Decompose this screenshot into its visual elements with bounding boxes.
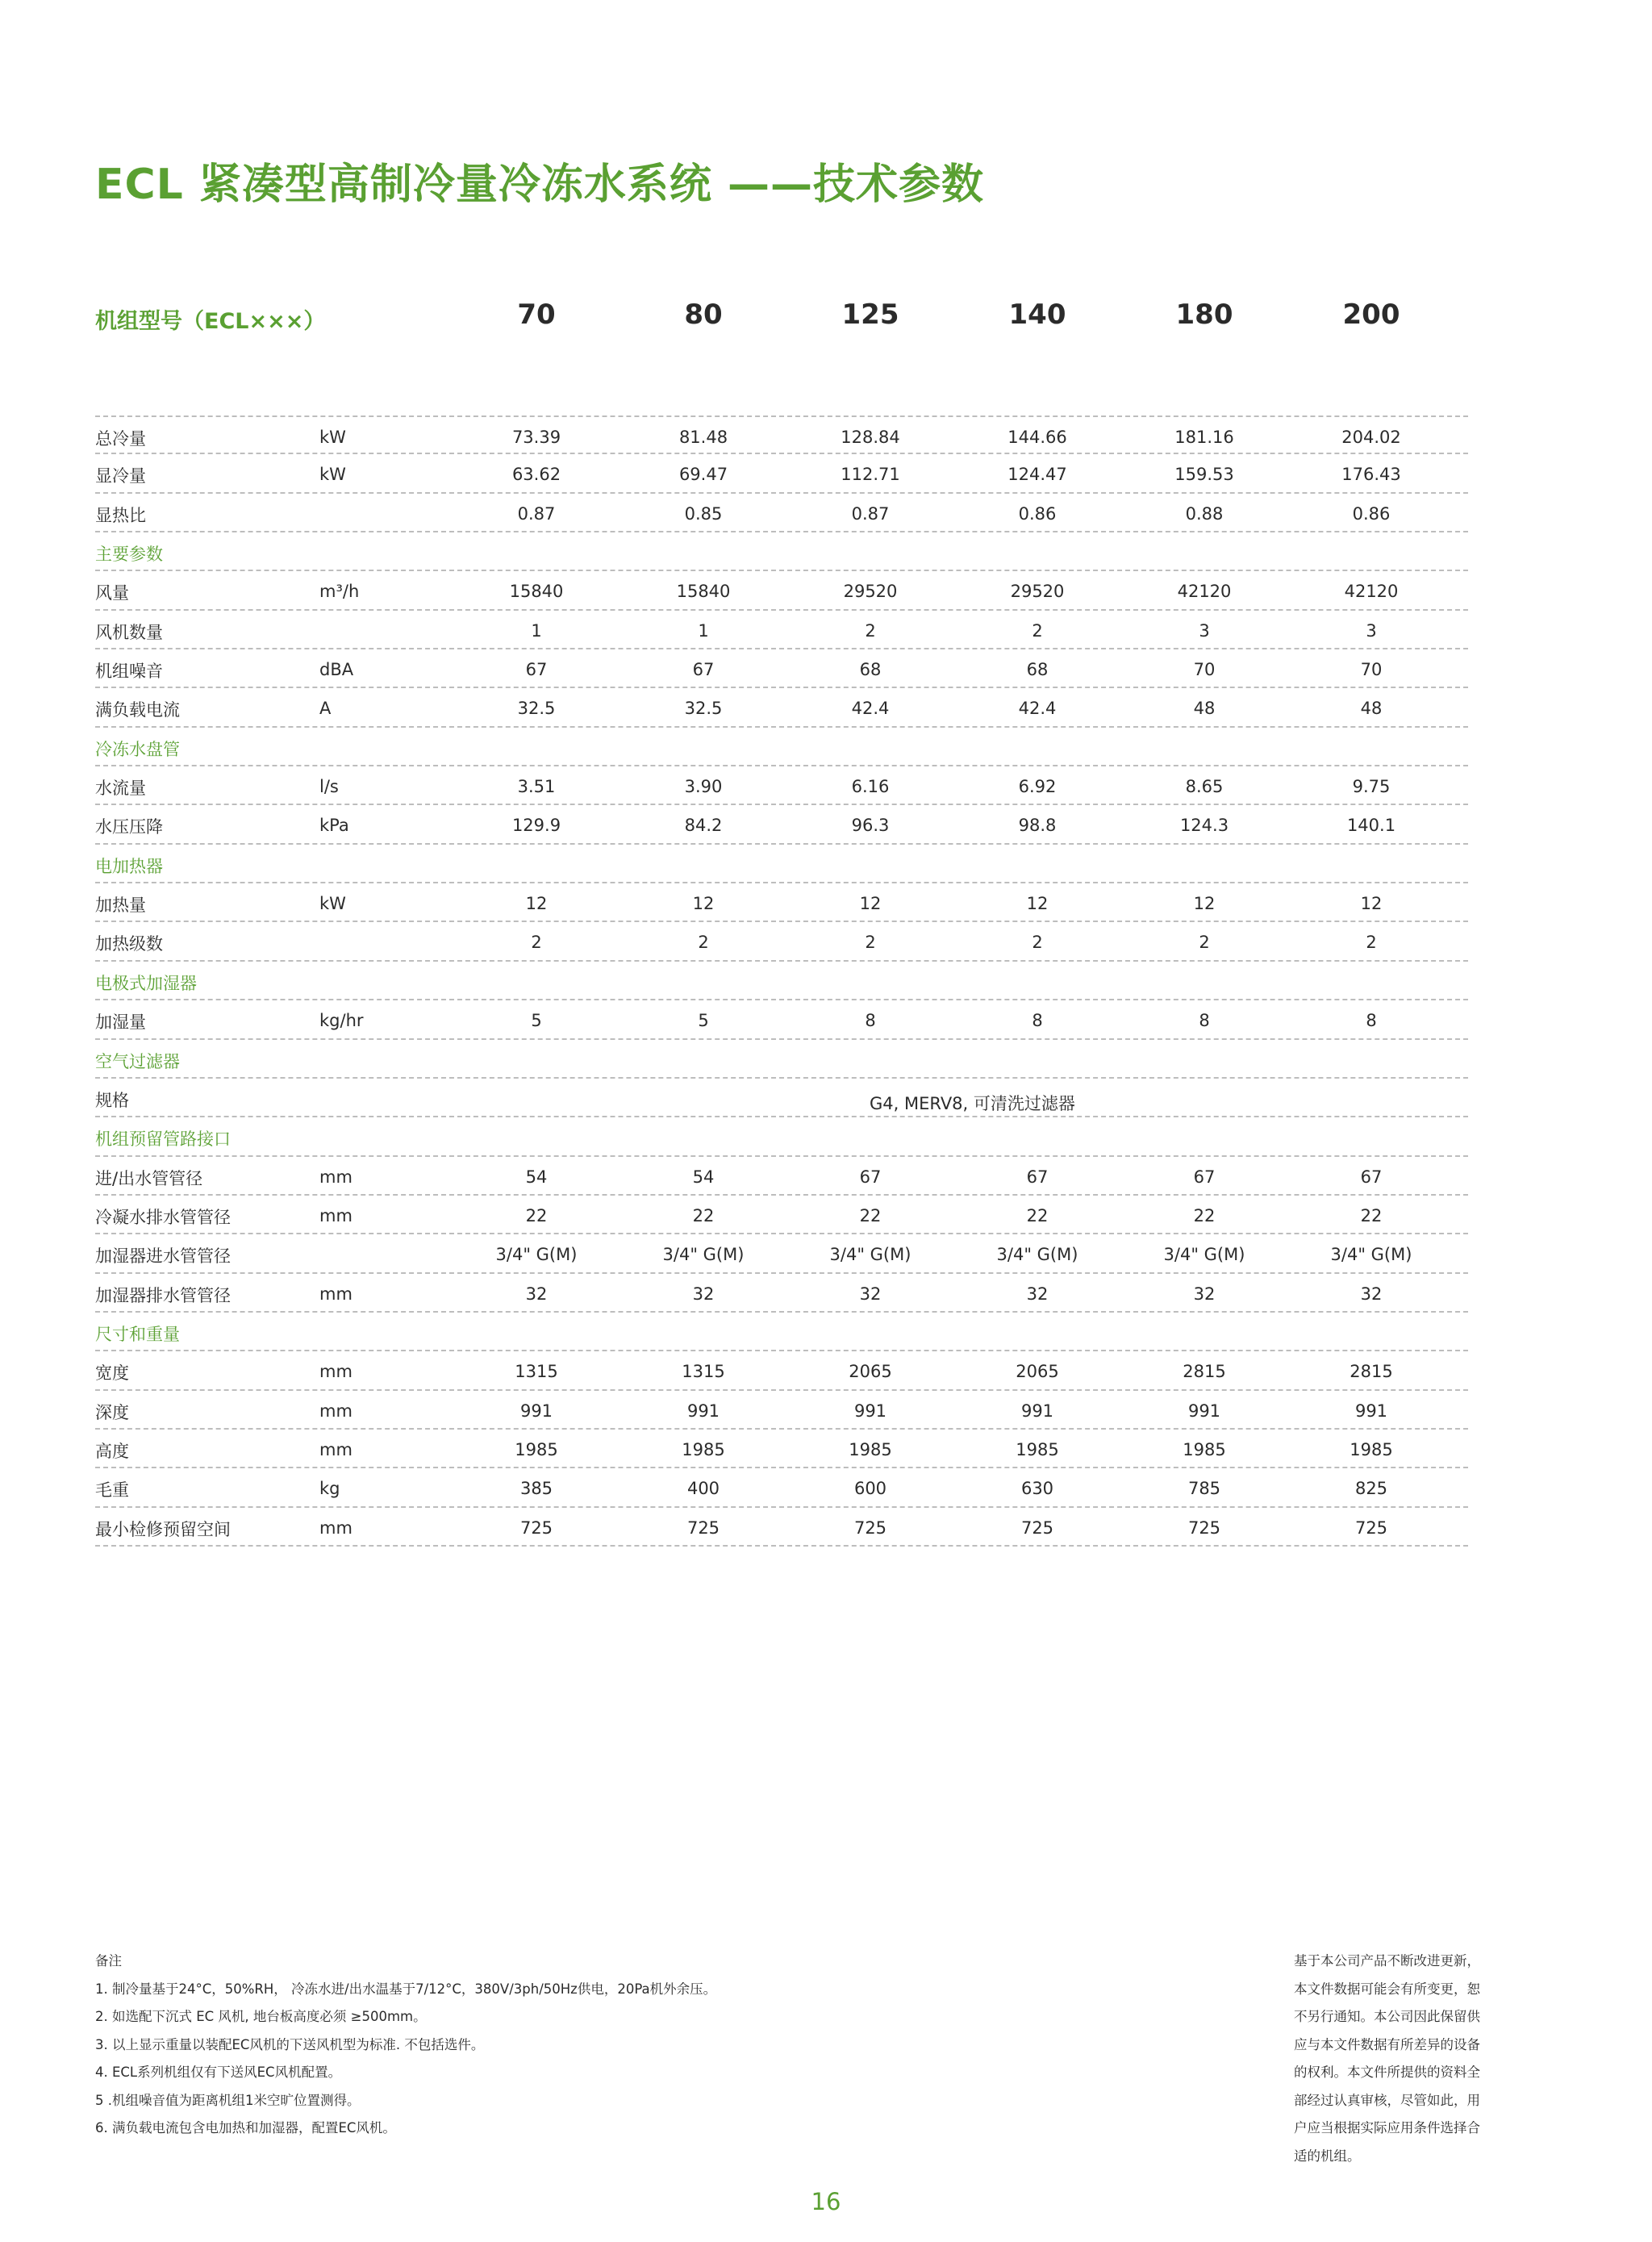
table-cell: 68 — [1026, 660, 1049, 680]
table-cell: 1 — [698, 620, 709, 641]
table-cell: 8.65 — [1185, 777, 1224, 797]
row-unit: mm — [319, 1284, 353, 1304]
table-cell: 991 — [1354, 1401, 1388, 1421]
spec-table — [95, 415, 1468, 1547]
table-cell: 67 — [1360, 1167, 1383, 1187]
table-cell: 42120 — [1177, 582, 1232, 602]
table-cell: 22 — [1360, 1205, 1383, 1225]
row-label: 机组噪音 — [95, 662, 163, 682]
table-cell: 32 — [859, 1284, 882, 1304]
row-label: 加湿器排水管管径 — [95, 1285, 231, 1305]
table-cell: 12 — [1193, 894, 1216, 914]
row-unit: mm — [319, 1205, 353, 1225]
disclaimer — [1294, 1948, 1512, 2170]
table-cell: 67 — [1193, 1167, 1216, 1187]
table-cell: 8 — [1032, 1011, 1043, 1031]
row-label: 深度 — [95, 1402, 129, 1422]
table-cell: 725 — [1187, 1518, 1221, 1538]
row-unit: mm — [319, 1362, 353, 1382]
table-cell: 2815 — [1350, 1362, 1393, 1382]
table-cell: 3/4" G(M) — [662, 1245, 745, 1265]
table-row — [95, 1274, 1468, 1313]
section-title: 机组预留管路接口 — [95, 1129, 231, 1150]
table-cell: 54 — [525, 1167, 548, 1187]
table-cell: 2065 — [1016, 1362, 1059, 1382]
section-header-row — [95, 962, 1468, 1000]
table-row — [95, 1079, 1468, 1117]
table-row — [95, 1508, 1468, 1547]
table-cell: 8 — [865, 1011, 876, 1031]
table-cell: 124.3 — [1179, 816, 1229, 836]
table-row — [95, 1351, 1468, 1390]
table-cell: 32 — [1026, 1284, 1049, 1304]
row-label: 宽度 — [95, 1363, 129, 1384]
disclaimer-line: 的权利。本文件所提供的资料全 — [1294, 2065, 1480, 2080]
row-unit: A — [319, 699, 332, 719]
table-cell: 8 — [1199, 1011, 1210, 1031]
note-item: 1. 制冷量基于24°C，50%RH， 冷冻水进/出水温基于7/12°C，380V/3ph/50Hz供电，20Pa机外余压。 — [95, 1981, 717, 1997]
table-cell: 400 — [686, 1479, 720, 1499]
table-cell: 2065 — [849, 1362, 892, 1382]
section-title: 尺寸和重量 — [95, 1324, 180, 1344]
table-cell: 1315 — [682, 1362, 725, 1382]
table-cell: 2 — [1032, 933, 1043, 953]
section-header-row — [95, 728, 1468, 766]
table-cell: 67 — [1026, 1167, 1049, 1187]
disclaimer-line: 基于本公司产品不断改进更新， — [1294, 1953, 1480, 1969]
table-cell: 22 — [525, 1205, 548, 1225]
notes-heading: 备注 — [95, 1953, 122, 1969]
row-label: 总冷量 — [95, 429, 146, 449]
table-cell: 42.4 — [851, 699, 890, 719]
table-cell: 144.66 — [1007, 428, 1067, 447]
note-item: 2. 如选配下沉式 EC 风机, 地台板高度必须 ≥500mm。 — [95, 2009, 427, 2024]
table-row — [95, 611, 1468, 649]
table-cell: 630 — [1020, 1479, 1054, 1499]
row-label: 水压压降 — [95, 817, 163, 837]
table-cell: 3 — [1199, 620, 1210, 641]
table-cell: 22 — [859, 1205, 882, 1225]
table-cell: 12 — [1026, 894, 1049, 914]
table-cell: 48 — [1193, 699, 1216, 719]
table-cell: 67 — [692, 660, 715, 680]
table-cell: 69.47 — [678, 465, 728, 485]
table-cell: 725 — [853, 1518, 887, 1538]
notes — [95, 1948, 716, 2143]
table-row — [95, 1234, 1468, 1273]
table-cell: 54 — [692, 1167, 715, 1187]
table-cell: 2 — [865, 933, 876, 953]
row-unit: l/s — [319, 777, 339, 797]
section-title: 电加热器 — [95, 856, 163, 876]
table-row — [95, 1391, 1468, 1430]
table-cell: 32 — [1193, 1284, 1216, 1304]
table-cell: 12 — [1360, 894, 1383, 914]
table-cell: 725 — [519, 1518, 553, 1538]
note-item: 6. 满负载电流包含电加热和加湿器，配置EC风机。 — [95, 2120, 396, 2136]
section-header-row — [95, 845, 1468, 883]
table-cell: 124.47 — [1007, 465, 1067, 485]
table-cell: 98.8 — [1018, 816, 1057, 836]
row-unit: mm — [319, 1401, 353, 1421]
table-cell: 12 — [525, 894, 548, 914]
row-label: 进/出水管管径 — [95, 1168, 203, 1188]
row-unit: kg/hr — [319, 1011, 364, 1031]
page-number: 16 — [811, 2188, 841, 2215]
table-cell: 15840 — [676, 582, 731, 602]
table-cell: 204.02 — [1341, 428, 1401, 447]
table-cell: 991 — [519, 1401, 553, 1421]
table-cell: 81.48 — [678, 428, 728, 447]
table-cell: 1985 — [1016, 1439, 1059, 1459]
table-cell: 2 — [531, 933, 542, 953]
table-cell: 3/4" G(M) — [495, 1245, 578, 1265]
table-cell: 42120 — [1344, 582, 1399, 602]
table-cell: 385 — [519, 1479, 553, 1499]
table-cell: 32 — [692, 1284, 715, 1304]
row-label: 水流量 — [95, 779, 146, 799]
table-cell: 12 — [692, 894, 715, 914]
row-unit: m³/h — [319, 582, 360, 602]
table-cell: 1985 — [1350, 1439, 1393, 1459]
table-row — [95, 1157, 1468, 1196]
table-cell: 32 — [525, 1284, 548, 1304]
table-cell: 2 — [698, 933, 709, 953]
table-cell: 63.62 — [511, 465, 561, 485]
table-row — [95, 922, 1468, 961]
table-cell: 22 — [692, 1205, 715, 1225]
table-cell: 785 — [1187, 1479, 1221, 1499]
table-row — [95, 571, 1468, 610]
table-cell: 159.53 — [1174, 465, 1234, 485]
table-cell: 725 — [1354, 1518, 1388, 1538]
table-cell: 129.9 — [511, 816, 561, 836]
table-cell: 600 — [853, 1479, 887, 1499]
table-cell: 70 — [1360, 660, 1383, 680]
section-title: 主要参数 — [95, 545, 163, 565]
table-cell: 8 — [1366, 1011, 1377, 1031]
table-cell: 48 — [1360, 699, 1383, 719]
table-cell: 9.75 — [1352, 777, 1391, 797]
row-unit: kW — [319, 894, 346, 914]
table-cell: 42.4 — [1018, 699, 1057, 719]
table-cell: 2 — [1366, 933, 1377, 953]
table-row — [95, 494, 1468, 532]
table-cell: 29520 — [843, 582, 898, 602]
row-label: 加湿量 — [95, 1012, 146, 1033]
table-row — [95, 805, 1468, 844]
model-column-header: 180 — [1175, 299, 1233, 331]
table-span-cell: G4, MERV8, 可清洗过滤器 — [870, 1093, 1075, 1113]
section-header-row — [95, 1313, 1468, 1351]
model-column-header: 70 — [517, 299, 556, 331]
table-cell: 3/4" G(M) — [829, 1245, 912, 1265]
table-row — [95, 1468, 1468, 1507]
table-cell: 181.16 — [1174, 428, 1234, 447]
table-row — [95, 649, 1468, 688]
table-cell: 2 — [1032, 620, 1043, 641]
section-header-row — [95, 1040, 1468, 1079]
section-header-row — [95, 532, 1468, 571]
table-cell: 0.86 — [1352, 503, 1391, 524]
table-cell: 0.85 — [684, 503, 723, 524]
table-cell: 5 — [698, 1011, 709, 1031]
table-cell: 1985 — [1183, 1439, 1226, 1459]
table-cell: 32.5 — [517, 699, 556, 719]
row-unit: mm — [319, 1439, 353, 1459]
table-cell: 6.92 — [1018, 777, 1057, 797]
row-label: 毛重 — [95, 1480, 129, 1501]
disclaimer-line: 部经过认真审核，尽管如此，用 — [1294, 2092, 1480, 2108]
table-cell: 3/4" G(M) — [1163, 1245, 1245, 1265]
table-cell: 3.51 — [517, 777, 556, 797]
row-label: 风机数量 — [95, 622, 163, 642]
table-cell: 96.3 — [851, 816, 890, 836]
table-cell: 32.5 — [684, 699, 723, 719]
table-cell: 22 — [1026, 1205, 1049, 1225]
table-cell: 725 — [1020, 1518, 1054, 1538]
table-cell: 0.86 — [1018, 503, 1057, 524]
section-title: 电极式加湿器 — [95, 973, 197, 993]
table-cell: 140.1 — [1346, 816, 1396, 836]
table-cell: 67 — [859, 1167, 882, 1187]
table-cell: 3/4" G(M) — [996, 1245, 1078, 1265]
table-cell: 3 — [1366, 620, 1377, 641]
row-label: 加热级数 — [95, 934, 163, 954]
table-row — [95, 883, 1468, 922]
row-label: 最小检修预留空间 — [95, 1519, 231, 1539]
row-label: 规格 — [95, 1090, 129, 1110]
row-label: 显热比 — [95, 505, 146, 525]
table-cell: 3.90 — [684, 777, 723, 797]
table-cell: 73.39 — [511, 428, 561, 447]
table-cell: 825 — [1354, 1479, 1388, 1499]
model-column-header: 140 — [1008, 299, 1066, 331]
table-cell: 991 — [853, 1401, 887, 1421]
table-cell: 176.43 — [1341, 465, 1401, 485]
row-label: 满负载电流 — [95, 700, 180, 720]
disclaimer-line: 户应当根据实际应用条件选择合 — [1294, 2120, 1480, 2136]
table-cell: 22 — [1193, 1205, 1216, 1225]
table-cell: 84.2 — [684, 816, 723, 836]
table-cell: 68 — [859, 660, 882, 680]
disclaimer-line: 不另行通知。本公司因此保留供 — [1294, 2009, 1480, 2024]
table-cell: 0.87 — [517, 503, 556, 524]
model-column-header: 80 — [684, 299, 723, 331]
table-row — [95, 415, 1468, 454]
row-unit: kPa — [319, 816, 349, 836]
model-label: 机组型号（ECL×××） — [95, 309, 326, 334]
table-cell: 991 — [1187, 1401, 1221, 1421]
row-label: 风量 — [95, 583, 129, 603]
section-title: 空气过滤器 — [95, 1051, 180, 1071]
row-unit: mm — [319, 1518, 353, 1538]
page-title: ECL 紧凑型高制冷量冷冻水系统 ——技术参数 — [95, 161, 985, 209]
table-cell: 725 — [686, 1518, 720, 1538]
table-cell: 12 — [859, 894, 882, 914]
table-cell: 70 — [1193, 660, 1216, 680]
table-row — [95, 1430, 1468, 1468]
table-cell: 0.87 — [851, 503, 890, 524]
note-item: 5 .机组噪音值为距离机组1米空旷位置测得。 — [95, 2092, 361, 2108]
section-title: 冷冻水盘管 — [95, 739, 180, 759]
table-cell: 0.88 — [1185, 503, 1224, 524]
row-label: 显冷量 — [95, 466, 146, 486]
table-cell: 1 — [531, 620, 542, 641]
table-row — [95, 454, 1468, 493]
table-cell: 5 — [531, 1011, 542, 1031]
row-label: 冷凝水排水管管径 — [95, 1207, 231, 1227]
table-cell: 112.71 — [841, 465, 900, 485]
table-cell: 2 — [1199, 933, 1210, 953]
disclaimer-line: 应与本文件数据有所差异的设备 — [1294, 2036, 1480, 2052]
table-cell: 67 — [525, 660, 548, 680]
row-label: 高度 — [95, 1441, 129, 1461]
table-cell: 6.16 — [851, 777, 890, 797]
model-column-header: 200 — [1342, 299, 1400, 331]
row-unit: kg — [319, 1479, 340, 1499]
table-row — [95, 1000, 1468, 1039]
table-cell: 15840 — [509, 582, 564, 602]
table-cell: 2 — [865, 620, 876, 641]
row-label: 加湿器进水管管径 — [95, 1246, 231, 1267]
section-header-row — [95, 1117, 1468, 1156]
row-label: 加热量 — [95, 896, 146, 916]
table-cell: 32 — [1360, 1284, 1383, 1304]
note-item: 3. 以上显示重量以装配EC风机的下送风机型为标准. 不包括选件。 — [95, 2036, 485, 2052]
note-item: 4. ECL系列机组仅有下送风EC风机配置。 — [95, 2065, 342, 2080]
disclaimer-line: 适的机组。 — [1294, 2148, 1361, 2164]
model-header-row — [95, 295, 1466, 344]
table-cell: 991 — [686, 1401, 720, 1421]
table-cell: 1985 — [682, 1439, 725, 1459]
table-cell: 1315 — [515, 1362, 558, 1382]
table-row — [95, 1196, 1468, 1234]
row-unit: kW — [319, 428, 346, 447]
table-cell: 29520 — [1010, 582, 1065, 602]
table-cell: 991 — [1020, 1401, 1054, 1421]
disclaimer-line: 本文件数据可能会有所变更，恕 — [1294, 1981, 1480, 1997]
table-cell: 1985 — [849, 1439, 892, 1459]
row-unit: kW — [319, 465, 346, 485]
row-unit: mm — [319, 1167, 353, 1187]
table-cell: 128.84 — [841, 428, 900, 447]
table-row — [95, 688, 1468, 727]
row-unit: dBA — [319, 660, 354, 680]
table-cell: 1985 — [515, 1439, 558, 1459]
model-column-header: 125 — [841, 299, 899, 331]
table-row — [95, 766, 1468, 805]
table-cell: 2815 — [1183, 1362, 1226, 1382]
table-cell: 3/4" G(M) — [1330, 1245, 1412, 1265]
